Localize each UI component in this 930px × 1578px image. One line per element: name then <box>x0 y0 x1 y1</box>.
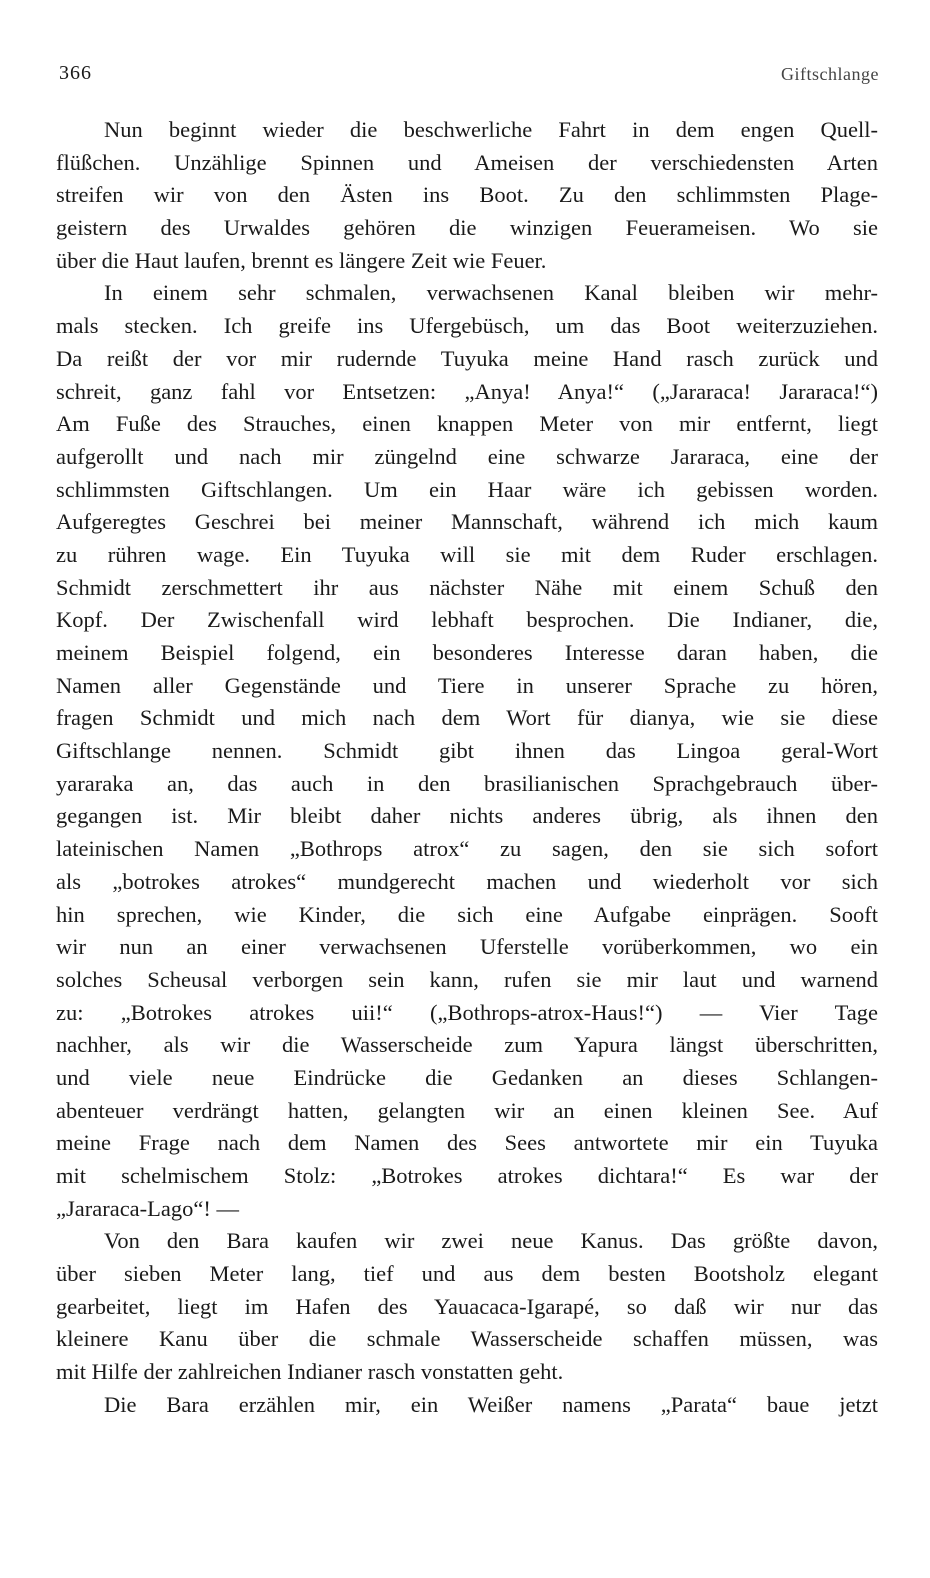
text-line: und viele neue Eindrücke die Gedanken an dieses Schlangen- <box>56 1064 878 1090</box>
text-line: Namen aller Gegenstände und Tiere in unserer Sprache zu hören, <box>56 672 878 698</box>
text-line: hin sprechen, wie Kinder, die sich eine Aufgabe einprägen. Sooft <box>56 901 878 927</box>
text-line: über sieben Meter lang, tief und aus dem besten Bootsholz elegant <box>56 1261 878 1287</box>
text-line: schlimmsten Giftschlangen. Um ein Haar wäre ich gebissen worden. <box>56 476 878 502</box>
text-line: über die Haut laufen, brennt es längere Zeit wie Feuer. <box>56 247 547 273</box>
text-line: streifen wir von den Ästen ins Boot. Zu den schlimmsten Plage- <box>56 182 878 208</box>
text-line: kleinere Kanu über die schmale Wasserscheide schaffen müssen, was <box>56 1326 878 1352</box>
text-line: In einem sehr schmalen, verwachsenen Kanal bleiben wir mehr- <box>104 280 878 306</box>
text-line: Am Fuße des Strauches, einen knappen Meter von mir entfernt, liegt <box>56 411 878 437</box>
text-line: „Jararaca-Lago“! — <box>56 1195 239 1221</box>
body-text <box>56 114 878 1422</box>
text-line: Von den Bara kaufen wir zwei neue Kanus. Das größte davon, <box>104 1228 878 1254</box>
text-line: gegangen ist. Mir bleibt daher nichts anderes übrig, als ihnen den <box>56 803 878 829</box>
text-line: nachher, als wir die Wasserscheide zum Yapura längst überschritten, <box>56 1032 878 1058</box>
text-line: Da reißt der vor mir rudernde Tuyuka meine Hand rasch zurück und <box>56 345 878 371</box>
text-line: Nun beginnt wieder die beschwerliche Fahrt in dem engen Quell- <box>104 117 878 142</box>
text-line: Aufgeregtes Geschrei bei meiner Mannschaft, während ich mich kaum <box>56 509 878 535</box>
running-head <box>59 62 879 94</box>
text-line: Schmidt zerschmettert ihr aus nächster Nähe mit einem Schuß den <box>56 574 878 600</box>
text-line: yararaka an, das auch in den brasilianischen Sprachgebrauch über- <box>56 770 878 796</box>
text-line: fragen Schmidt und mich nach dem Wort für dianya, wie sie diese <box>56 705 878 731</box>
text-line: als „botrokes atrokes“ mundgerecht machen und wiederholt vor sich <box>56 868 878 894</box>
text-line: flüßchen. Unzählige Spinnen und Ameisen der verschiedensten Arten <box>56 149 878 175</box>
text-line: Giftschlange nennen. Schmidt gibt ihnen das Lingoa geral-Wort <box>56 738 878 764</box>
text-line: lateinischen Namen „Bothrops atrox“ zu sagen, den sie sich sofort <box>56 836 878 862</box>
text-line: meine Frage nach dem Namen des Sees antwortete mir ein Tuyuka <box>56 1130 878 1156</box>
text-line: Die Bara erzählen mir, ein Weißer namens „Parata“ baue jetzt <box>104 1391 878 1417</box>
text-line: abenteuer verdrängt hatten, gelangten wir an einen kleinen See. Auf <box>56 1097 878 1123</box>
text-line: schreit, ganz fahl vor Entsetzen: „Anya! Anya!“ („Jararaca! Jararaca!“) <box>56 378 878 404</box>
text-line: zu: „Botrokes atrokes uii!“ („Bothrops-atrox-Haus!“) — Vier Tage <box>56 999 878 1025</box>
text-line: mit Hilfe der zahlreichen Indianer rasch vonstatten geht. <box>56 1359 564 1385</box>
text-line: solches Scheusal verborgen sein kann, rufen sie mir laut und warnend <box>56 966 878 992</box>
text-line: meinem Beispiel folgend, ein besonderes Interesse daran haben, die <box>56 640 878 665</box>
text-line: geistern des Urwaldes gehören die winzigen Feuerameisen. Wo sie <box>56 215 878 241</box>
text-line: Kopf. Der Zwischenfall wird lebhaft besprochen. Die Indianer, die, <box>56 607 878 633</box>
page-number: 366 <box>59 62 92 84</box>
text-line: mit schelmischem Stolz: „Botrokes atrokes dichtara!“ Es war der <box>56 1163 878 1188</box>
text-line: gearbeitet, liegt im Hafen des Yauacaca-Igarapé, so daß wir nur das <box>56 1293 878 1319</box>
text-line: zu rühren wage. Ein Tuyuka will sie mit dem Ruder erschlagen. <box>56 541 878 567</box>
text-line: aufgerollt und nach mir züngelnd eine schwarze Jararaca, eine der <box>56 443 878 469</box>
text-line: mals stecken. Ich greife ins Ufergebüsch, um das Boot weiterzuziehen. <box>56 313 878 339</box>
text-line: wir nun an einer verwachsenen Uferstelle vorüberkommen, wo ein <box>56 934 878 960</box>
running-title: Giftschlange <box>781 64 879 84</box>
